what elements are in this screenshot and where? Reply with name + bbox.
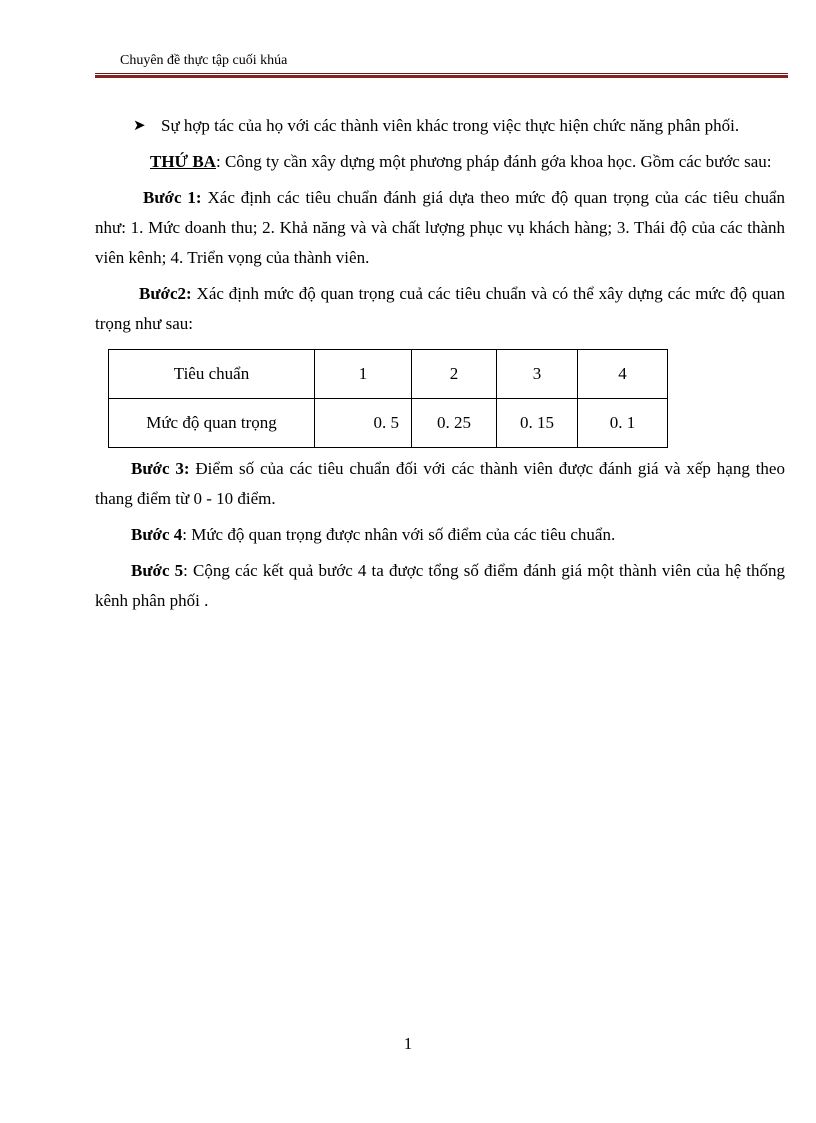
table-cell: 0. 15 xyxy=(497,399,578,448)
table-cell: 1 xyxy=(315,350,412,399)
bullet-paragraph xyxy=(95,111,785,141)
step1-label: Bước 1: xyxy=(143,188,202,207)
table-cell: 0. 5 xyxy=(315,399,412,448)
bullet-text: Sự hợp tác của họ với các thành viên khác trong việc thực hiện chức năng phân phối. xyxy=(161,116,740,135)
thu-ba-paragraph xyxy=(95,147,785,177)
step2-text: Xác định mức độ quan trọng cuả các tiêu chuẩn và có thể xây dựng các mức độ quan trọng như sau: xyxy=(95,284,785,333)
table-header-row xyxy=(109,350,668,399)
step4-text: : Mức độ quan trọng được nhân với số điểm của các tiêu chuẩn. xyxy=(182,525,616,544)
step1-paragraph xyxy=(95,183,785,273)
page-number: 1 xyxy=(403,1034,413,1053)
table-cell: 4 xyxy=(578,350,668,399)
step5-label: Bước 5 xyxy=(131,561,184,580)
step5-text: : Cộng các kết quả bước 4 ta được tổng số điểm đánh giá một thành viên của hệ thống kênh phân phối . xyxy=(95,561,785,610)
step3-paragraph xyxy=(95,454,785,514)
header-title: Chuyên đề thực tập cuối khúa xyxy=(120,53,288,68)
table-cell: Mức độ quan trọng xyxy=(109,399,315,448)
step4-label: Bước 4 xyxy=(131,525,183,544)
thu-ba-label: THỨ BA xyxy=(150,152,216,171)
arrow-bullet-icon: ➤ xyxy=(133,118,146,134)
table-cell: Tiêu chuẩn xyxy=(109,350,315,399)
step4-paragraph xyxy=(95,520,785,550)
header-rule-thick xyxy=(95,75,788,78)
table-cell: 2 xyxy=(412,350,497,399)
table-row xyxy=(109,399,668,448)
step5-paragraph xyxy=(95,556,785,616)
header-rule-thin xyxy=(95,73,788,74)
table-cell: 0. 1 xyxy=(578,399,668,448)
step1-text: Xác định các tiêu chuẩn đánh giá dựa theo mức độ quan trọng của các tiêu chuẩn như: 1. Mức doanh thu; 2. Khả năng và và chất lượng phục vụ khách hàng; 3. Thái độ của các thành viên kênh; 4. Triển vọng của thành viên. xyxy=(95,188,785,267)
document-body xyxy=(95,111,785,622)
page-header xyxy=(95,52,788,78)
step3-text: Điểm số của các tiêu chuẩn đối với các thành viên được đánh giá và xếp hạng theo thang điểm từ 0 - 10 điểm. xyxy=(95,459,785,508)
step3-label: Bước 3: xyxy=(131,459,190,478)
criteria-table xyxy=(108,349,668,448)
step2-paragraph xyxy=(95,279,785,339)
table-cell: 0. 25 xyxy=(412,399,497,448)
thu-ba-text: : Công ty cần xây dựng một phương pháp đánh gớa khoa học. Gồm các bước sau: xyxy=(215,152,772,171)
table-cell: 3 xyxy=(497,350,578,399)
step2-label: Bước2: xyxy=(139,284,192,303)
